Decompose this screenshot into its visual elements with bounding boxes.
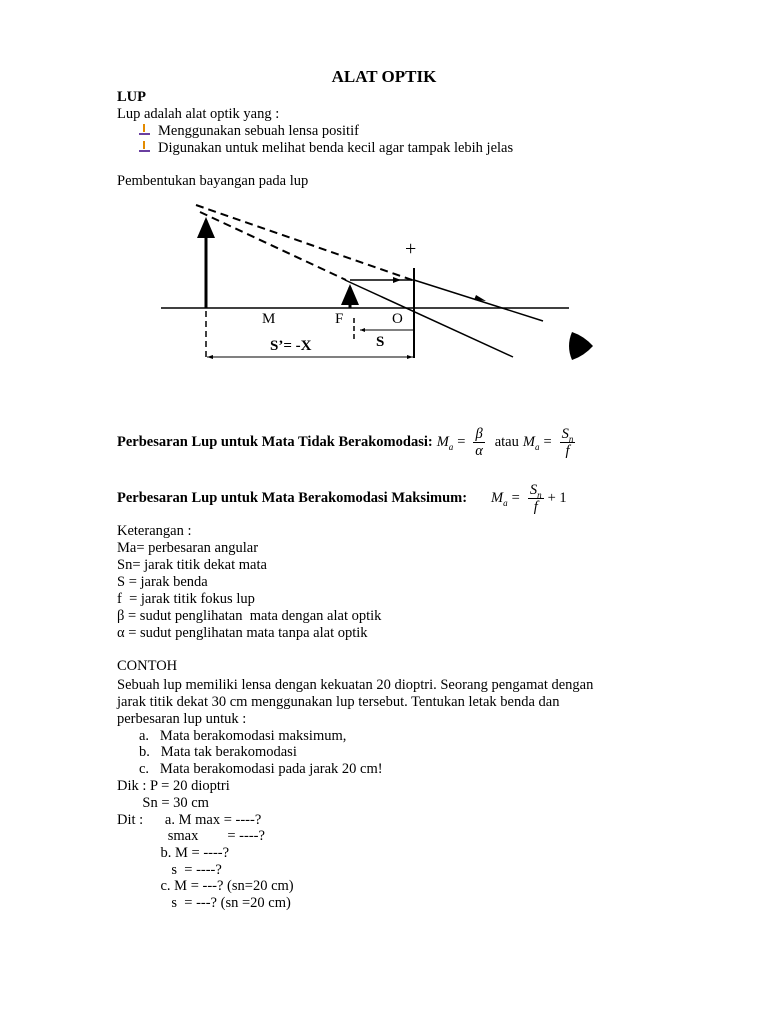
atau-text: atau [494,434,519,450]
numerator-group [560,426,576,443]
page-title: ALAT OPTIK [331,67,437,86]
contoh-item: b. Mata tak berakomodasi [139,744,297,760]
lens-plus-label: + [405,238,417,260]
label-S: S [376,334,385,350]
fraction [473,426,484,459]
formula-lhs-group [437,434,454,450]
lens-ray-diagram [0,195,768,375]
bullet-item [138,141,513,156]
arrow-bullet-icon [138,141,150,153]
central-ray [345,280,513,357]
bullet-item [138,124,359,139]
contoh-item: a. Mata berakomodasi maksimum, [139,728,347,744]
fraction [560,426,576,459]
numerator: S [529,481,538,498]
contoh-heading: CONTOH [117,658,178,674]
lup-intro: Lup adalah alat optik yang : [117,106,280,122]
keterangan-line: S = jarak benda [117,574,208,590]
formula-sub: a [448,441,454,452]
contoh-line: jarak titik dekat 30 cm menggunakan lup tersebut. Tentukan letak benda dan [117,694,560,710]
denominator: f [565,442,570,459]
formula-unaccommodated [117,422,579,462]
contoh-item: c. Mata berakomodasi pada jarak 20 cm! [139,761,383,777]
plus-one: + 1 [547,490,567,506]
numerator-group [528,482,544,499]
formula-lhs-group [523,434,540,450]
numerator: β [475,425,483,442]
dashed-ray [200,212,346,280]
numerator-sub: n [537,489,542,500]
keterangan-line: β = sudut penglihatan mata dengan alat optik [117,608,382,624]
eye-icon [569,332,593,360]
formula-lhs: M [522,434,535,450]
keterangan-line: Ma= perbesaran angular [117,540,259,556]
denominator: α [475,442,483,459]
equals: = [511,490,520,506]
dik-line: Sn = 30 cm [117,795,209,811]
formula-lhs: M [436,434,449,450]
dashed-ray [196,205,412,280]
formula-label: Perbesaran Lup untuk Mata Tidak Berakomodasi: [117,434,433,450]
bullet-text: Digunakan untuk melihat benda kecil agar tampak lebih jelas [158,140,514,156]
formula-sub: a [534,441,540,452]
numerator-sub: n [568,433,574,444]
keterangan-line: f = jarak titik fokus lup [117,591,255,607]
label-S-prime: S’= -X [270,338,312,354]
label-F: F [335,311,344,327]
equals: = [457,434,466,450]
keterangan-line: α = sudut penglihatan mata tanpa alat optik [117,625,368,641]
dit-line: s = ----? [117,862,222,878]
formula-lhs-group [491,490,508,506]
dik-line: Dik : P = 20 dioptri [117,778,230,794]
keterangan-line: Sn= jarak titik dekat mata [117,557,267,573]
dit-line: Dit : a. M max = ----? [117,812,262,828]
arrow-bullet-icon [138,124,150,136]
label-M: M [262,311,276,327]
formula-sub: a [503,497,508,508]
contoh-line: perbesaran lup untuk : [117,711,247,727]
dit-line: c. M = ---? (sn=20 cm) [117,878,294,894]
formula-max-accommodation [117,478,571,518]
denominator: f [533,498,538,515]
section-heading-lup: LUP [117,89,146,105]
numerator: S [561,425,569,442]
refracted-ray [414,280,543,321]
label-O: O [392,311,403,327]
formula-label: Perbesaran Lup untuk Mata Berakomodasi Maksimum: [117,490,468,506]
dit-line: smax = ----? [117,828,265,844]
equals: = [543,434,552,450]
dit-line: b. M = ----? [117,845,230,861]
dit-line: s = ---? (sn =20 cm) [117,895,291,911]
keterangan-line: Keterangan : [117,523,192,539]
diagram-caption: Pembentukan bayangan pada lup [117,173,309,189]
bullet-text: Menggunakan sebuah lensa positif [158,123,359,139]
formula-lhs: M [491,490,504,506]
contoh-line: Sebuah lup memiliki lensa dengan kekuatan 20 dioptri. Seorang pengamat dengan [117,677,594,693]
fraction [528,482,544,515]
